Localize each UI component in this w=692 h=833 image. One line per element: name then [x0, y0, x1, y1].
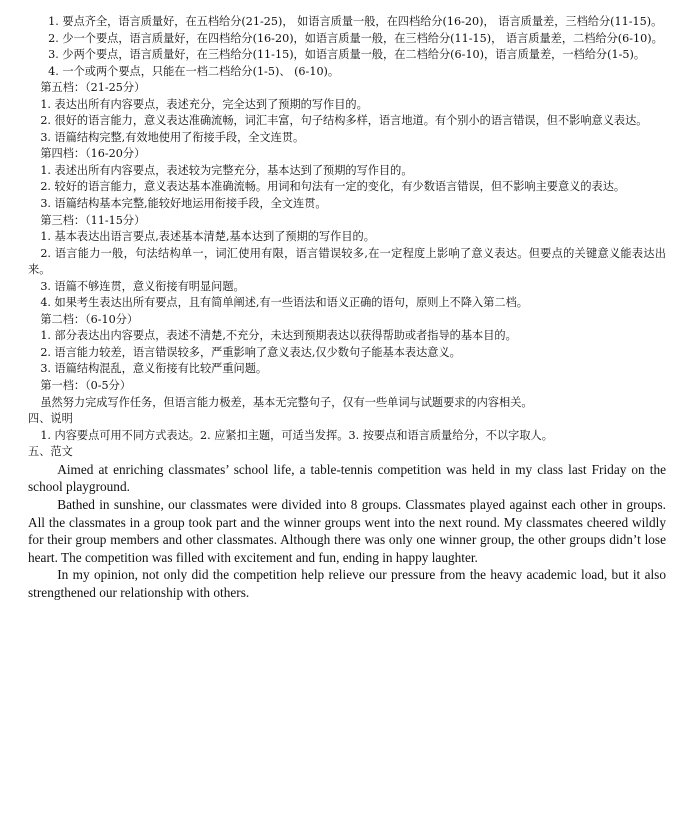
grade1-title: 第一档：（0-5分） — [40, 379, 132, 393]
grade1-item-1: 虽然努力完成写作任务，但语言能力极差，基本无完整句子，仅有一些单词与试题要求的内容相关。 — [40, 395, 533, 409]
sample-paragraph-3: In my opinion, not only did the competition help relieve our pressure from the heavy academic load, but it also strengthened our relationship with others. — [28, 567, 666, 600]
sample-paragraph-1: Aimed at enriching classmates’ school life, a table-tennis competition was held in my class last Friday on the school playground. — [28, 461, 666, 495]
criterion-2: 2. 少一个要点，语言质量好，在四档给分(16-20)，如语言质量一般，在三档给分(11-15)， 语言质量差，二档给分(6-10)。 — [48, 31, 663, 45]
grade2-item-1: 1. 部分表达出内容要点，表述不清楚,不充分，未达到预期表达以获得帮助或者指导的基本目的。 — [40, 329, 517, 343]
grade3-item-1: 1. 基本表达出语言要点,表述基本清楚,基本达到了预期的写作目的。 — [40, 230, 375, 244]
grade4-title: 第四档：（16-20分） — [40, 147, 146, 161]
grade3-item-3: 3. 语篇不够连贯，意义衔接有明显问题。 — [40, 279, 245, 293]
notes-text: 1. 内容要点可用不同方式表达。2. 应紧扣主题，可适当发挥。3. 按要点和语言质量给分，不以字取人。 — [40, 428, 553, 442]
grade5-title: 第五档：（21-25分） — [40, 81, 146, 95]
sample-paragraph-2: Bathed in sunshine, our classmates were divided into 8 groups. Classmates played against each other in groups. All the classmates in a group took part and the winner groups went into the next round. My classmates cheered wildly for their group members and other classmates. Although there was only one winner group, the other groups didn’t lose heart. The competition was filled with excitement and fun, ending in happy laughter. — [28, 496, 666, 565]
grade3-item-2: 2. 语言能力一般，句法结构单一，词汇使用有限，语言错误较多,在一定程度上影响了意义表达。但要点的关键意义能表达出来。 — [28, 246, 666, 277]
grade5-item-3: 3. 语篇结构完整,有效地使用了衔接手段，全文连贯。 — [40, 130, 305, 144]
notes-heading: 四、说明 — [28, 412, 73, 426]
grade3-title: 第三档：（11-15分） — [40, 213, 146, 227]
criterion-1: 1. 要点齐全，语言质量好，在五档给分(21-25)， 如语言质量一般，在四档给分(16-20)， 语言质量差，三档给分(11-15)。 — [48, 15, 663, 28]
grade5-item-1: 1. 表达出所有内容要点，表述充分，完全达到了预期的写作目的。 — [40, 97, 368, 111]
grade4-item-1: 1. 表述出所有内容要点，表述较为完整充分，基本达到了预期的写作目的。 — [40, 163, 413, 177]
grade2-title: 第二档：（6-10分） — [40, 312, 139, 326]
criterion-3: 3. 少两个要点，语言质量好，在三档给分(11-15)，如语言质量一般，在二档给分(6-10)，语言质量差，一档给分(1-5)。 — [48, 48, 646, 62]
grade4-item-3: 3. 语篇结构基本完整,能较好地运用衔接手段，全文连贯。 — [40, 197, 327, 211]
grade2-item-3: 3. 语篇结构混乱，意义衔接有比较严重问题。 — [40, 362, 268, 376]
grade2-item-2: 2. 语言能力较差，语言错误较多，严重影响了意义表达,仅少数句子能基本表达意义。 — [40, 345, 461, 359]
sample-heading: 五、范文 — [28, 445, 73, 459]
grade3-item-4: 4. 如果考生表达出所有要点，且有简单阐述,有一些语法和语义正确的语句，原则上不降入第二档。 — [40, 296, 528, 310]
grade4-item-2: 2. 较好的语言能力，意义表达基本准确流畅。用词和句法有一定的变化，有少数语言错误，但不影响主要意义的表达。 — [40, 180, 626, 194]
criterion-4: 4. 一个或两个要点，只能在一档二档给分(1-5)、 (6-10)。 — [48, 64, 340, 78]
grade5-item-2: 2. 很好的语言能力，意义表达准确流畅，词汇丰富，句子结构多样，语言地道。有个别小的语言错误，但不影响意义表达。 — [40, 114, 648, 128]
